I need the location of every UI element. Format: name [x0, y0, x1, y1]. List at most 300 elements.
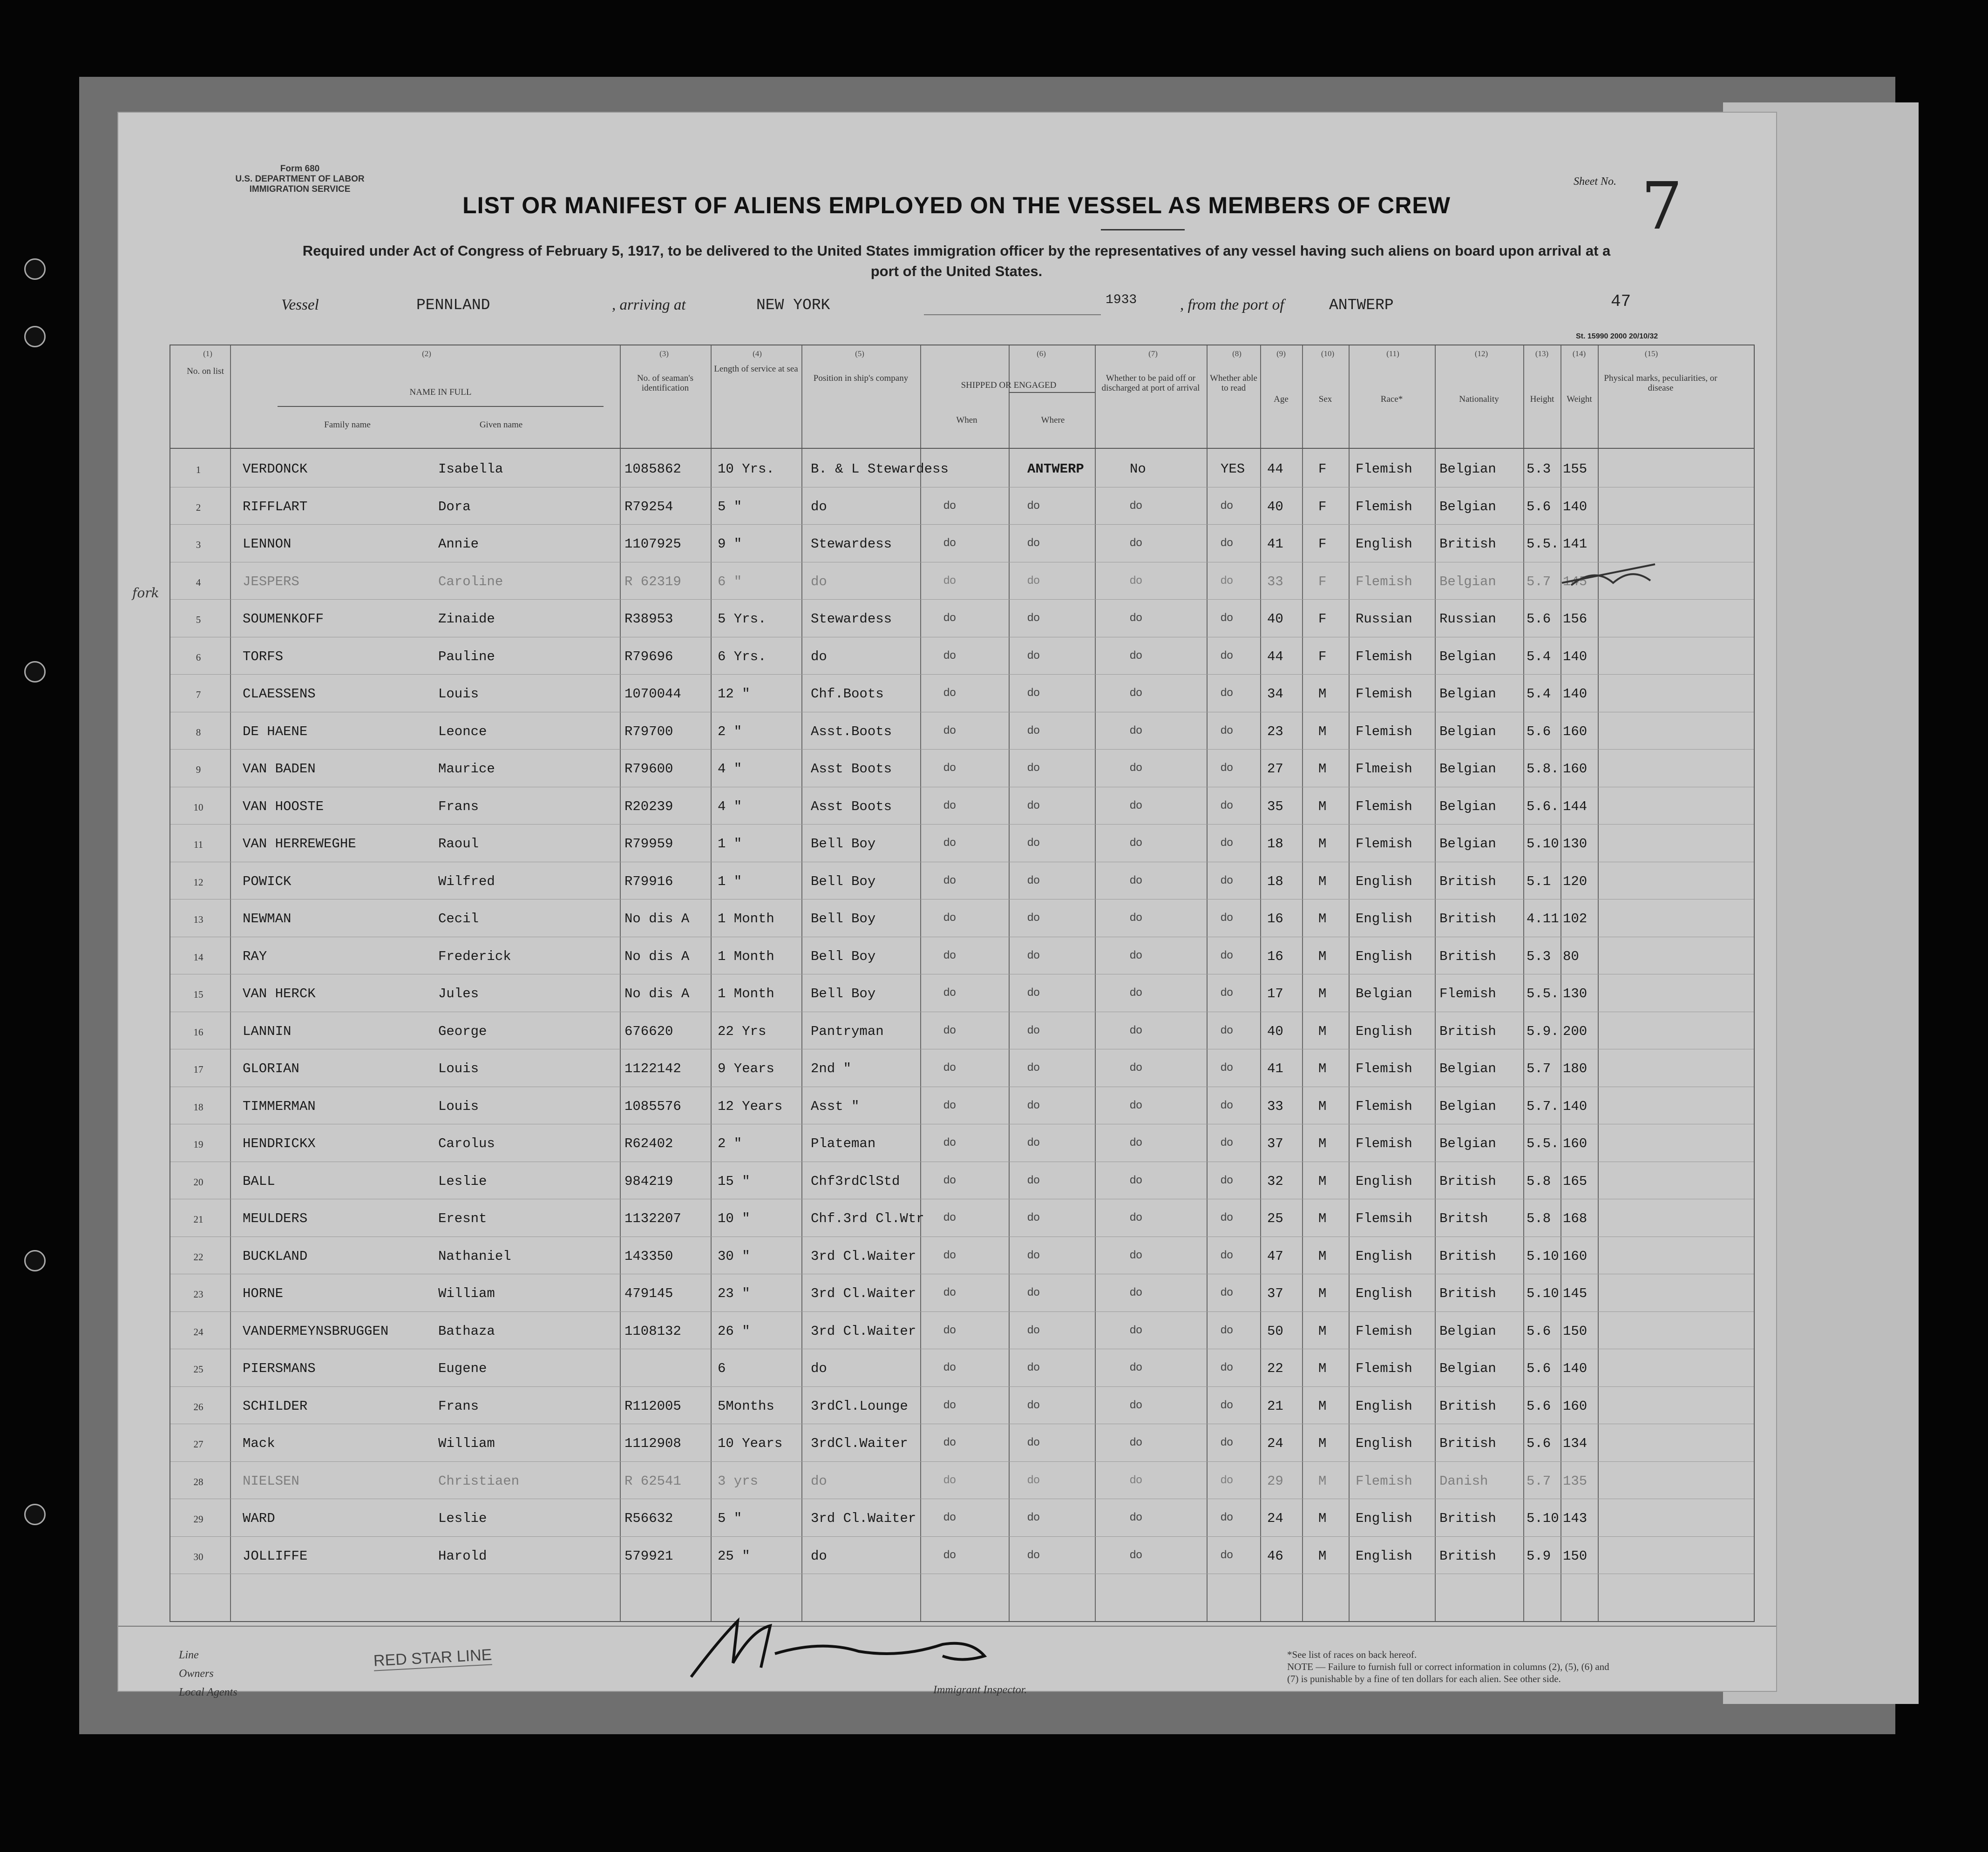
row-number: 8 [196, 726, 201, 738]
cell-nationality: British [1439, 1398, 1496, 1414]
cell-read: do [1221, 1023, 1233, 1036]
cell-nationality: British [1439, 1511, 1496, 1526]
cell-read: do [1221, 1098, 1233, 1111]
cell-service: 1 Month [718, 948, 774, 964]
cell-read: do [1221, 1548, 1233, 1561]
cell-when: do [943, 1286, 956, 1298]
row-number: 20 [193, 1176, 204, 1188]
column-divider [620, 345, 621, 1621]
cell-height: 5.9. [1527, 1023, 1559, 1039]
cell-age: 41 [1267, 1061, 1283, 1076]
cell-age: 16 [1267, 911, 1283, 926]
cell-weight: 135 [1563, 1473, 1588, 1489]
cell-read: YES [1221, 461, 1245, 477]
cell-position: Chf.3rd Cl.Wtr [811, 1211, 924, 1226]
header-where: Where [1041, 415, 1065, 425]
cell-where: do [1027, 1511, 1040, 1523]
cell-service: 1 Month [718, 911, 774, 926]
cell-position: Bell Boy [811, 873, 876, 889]
cell-sex: M [1318, 1436, 1327, 1451]
cell-sex: M [1318, 723, 1327, 739]
cell-nationality: Belgian [1439, 1323, 1496, 1339]
cell-family: JOLLIFFE [243, 1548, 308, 1564]
cell-position: 2nd " [811, 1061, 852, 1076]
cell-id: 676620 [624, 1023, 673, 1039]
col-number: (3) [659, 349, 669, 358]
cell-given: Leslie [438, 1511, 487, 1526]
cell-height: 5.10 [1527, 1248, 1559, 1264]
cell-sex: F [1318, 574, 1327, 589]
cell-position: Bell Boy [811, 836, 876, 852]
cell-family: VAN BADEN [243, 761, 316, 777]
cell-sex: F [1318, 536, 1327, 552]
red-star-line-stamp: RED STAR LINE [373, 1646, 492, 1671]
cell-paid: do [1130, 1323, 1142, 1336]
cell-where: do [1027, 798, 1040, 811]
col-number: (11) [1386, 349, 1399, 358]
binder-hole [24, 1504, 46, 1525]
cell-given: Dora [438, 499, 471, 514]
cell-where: ANTWERP [1027, 461, 1084, 477]
cell-age: 22 [1267, 1361, 1283, 1376]
cell-height: 5.7 [1527, 574, 1551, 589]
row-number: 16 [193, 1026, 204, 1038]
line-label: Line [179, 1649, 199, 1661]
row-number: 28 [193, 1476, 204, 1487]
cell-age: 40 [1267, 1023, 1283, 1039]
cell-race: Flmeish [1356, 761, 1412, 777]
cell-service: 12 " [718, 686, 750, 702]
cell-where: do [1027, 499, 1040, 512]
cell-given: Christiaen [438, 1473, 520, 1489]
cell-age: 33 [1267, 1098, 1283, 1114]
cell-weight: 156 [1563, 611, 1588, 627]
cell-position: Stewardess [811, 536, 892, 552]
cell-where: do [1027, 836, 1040, 849]
col-number: (15) [1644, 349, 1658, 358]
row-number: 19 [193, 1139, 204, 1150]
cell-height: 5.6 [1527, 499, 1551, 514]
cell-nationality: British [1439, 1548, 1496, 1564]
cell-age: 27 [1267, 761, 1283, 777]
col-number: (5) [855, 349, 864, 358]
row-rule [170, 749, 1754, 750]
cell-family: POWICK [243, 873, 292, 889]
cell-race: Flemish [1356, 1061, 1412, 1076]
cell-paid: No [1130, 461, 1146, 477]
cell-id: 1070044 [624, 686, 681, 702]
subtitle-line-1: Required under Act of Congress of February 5, 1917, to be delivered to the United States immigration officer by the representatives of any vessel having such aliens on board upon arrival at a [302, 243, 1611, 259]
column-divider [801, 345, 802, 1621]
row-number: 17 [193, 1064, 204, 1075]
cell-where: do [1027, 1248, 1040, 1261]
cell-read: do [1221, 1136, 1233, 1149]
row-number: 6 [196, 651, 201, 663]
cell-nationality: Belgian [1439, 798, 1496, 814]
row-number: 18 [193, 1101, 204, 1113]
cell-service: 10 Years [718, 1436, 783, 1451]
cell-family: VAN HOOSTE [243, 798, 324, 814]
cell-id: 1085862 [624, 461, 681, 477]
cell-id: R79254 [624, 499, 673, 514]
cell-family: GLORIAN [243, 1061, 299, 1076]
cell-given: Wilfred [438, 873, 495, 889]
cell-given: Raoul [438, 836, 479, 852]
row-number: 23 [193, 1289, 204, 1300]
cell-when: do [943, 1136, 956, 1149]
cell-sex: M [1318, 1473, 1327, 1489]
cell-race: Flemish [1356, 649, 1412, 664]
cell-age: 47 [1267, 1248, 1283, 1264]
cell-position: 3rd Cl.Waiter [811, 1323, 916, 1339]
cell-weight: 140 [1563, 649, 1588, 664]
cell-paid: do [1130, 836, 1142, 849]
cell-id: R20239 [624, 798, 673, 814]
cell-race: Flemsih [1356, 1211, 1412, 1226]
cell-race: English [1356, 1173, 1412, 1189]
cell-height: 5.4 [1527, 686, 1551, 702]
cell-age: 18 [1267, 836, 1283, 852]
cell-race: English [1356, 1398, 1412, 1414]
header-sex: Sex [1318, 394, 1332, 404]
cell-read: do [1221, 611, 1233, 624]
penalty-note: NOTE — Failure to furnish full or correct information in columns (2), (5), (6) and (7) is punishable by a fine of ten dollars for each alien. See other side. [1287, 1661, 1609, 1684]
cell-service: 1 " [718, 873, 742, 889]
cell-service: 4 " [718, 761, 742, 777]
cell-paid: do [1130, 1136, 1142, 1149]
cell-id: No dis A [624, 986, 690, 1001]
cell-service: 5 Yrs. [718, 611, 767, 627]
cell-paid: do [1130, 686, 1142, 699]
row-number: 1 [196, 464, 201, 475]
cell-id: 1085576 [624, 1098, 681, 1114]
cell-when: do [943, 911, 956, 924]
row-number: 13 [193, 914, 204, 925]
cell-height: 5.8. [1527, 761, 1559, 777]
cell-where: do [1027, 948, 1040, 961]
cell-height: 5.6 [1527, 1436, 1551, 1451]
binder-hole [24, 1250, 46, 1271]
cell-service: 9 " [718, 536, 742, 552]
cell-service: 5 " [718, 499, 742, 514]
cell-weight: 80 [1563, 948, 1579, 964]
column-divider [1598, 345, 1599, 1621]
col-number: (8) [1232, 349, 1242, 358]
cell-position: Chf3rdClStd [811, 1173, 900, 1189]
cell-paid: do [1130, 723, 1142, 737]
cell-race: Flemish [1356, 499, 1412, 514]
row-number: 5 [196, 614, 201, 625]
cell-service: 23 " [718, 1286, 750, 1301]
cell-given: Harold [438, 1548, 487, 1564]
cell-weight: 150 [1563, 1548, 1588, 1564]
cell-age: 37 [1267, 1286, 1283, 1301]
cell-sex: M [1318, 1398, 1327, 1414]
cell-when: do [943, 1361, 956, 1373]
row-number: 29 [193, 1514, 204, 1525]
vessel-value: PENNLAND [416, 297, 490, 314]
cell-nationality: British [1439, 911, 1496, 926]
header-family-name: Family name [324, 420, 371, 430]
cell-race: English [1356, 873, 1412, 889]
cell-position: Asst " [811, 1098, 860, 1114]
cell-when: do [943, 574, 956, 587]
binder-hole [24, 326, 46, 347]
header-seaman-id: No. of seaman's identification [637, 373, 694, 393]
cell-when: do [943, 986, 956, 999]
cell-read: do [1221, 649, 1233, 662]
subtitle-line-2: port of the United States. [870, 263, 1043, 279]
cell-height: 5.3 [1527, 461, 1551, 477]
cell-age: 17 [1267, 986, 1283, 1001]
cell-weight: 134 [1563, 1436, 1588, 1451]
cell-position: 3rd Cl.Waiter [811, 1286, 916, 1301]
cell-race: English [1356, 1023, 1412, 1039]
column-divider [1095, 345, 1096, 1621]
cell-given: Louis [438, 1061, 479, 1076]
column-divider [1207, 345, 1208, 1621]
cell-family: BUCKLAND [243, 1248, 308, 1264]
cell-read: do [1221, 836, 1233, 849]
header-name-in-full: NAME IN FULL [409, 387, 472, 397]
cell-read: do [1221, 1248, 1233, 1261]
cell-weight: 160 [1563, 1136, 1588, 1151]
cell-family: NIELSEN [243, 1473, 299, 1489]
cell-paid: do [1130, 1286, 1142, 1298]
cell-paid: do [1130, 1398, 1142, 1411]
row-number: 2 [196, 501, 201, 513]
col-number: (2) [422, 349, 431, 358]
header-weight: Weight [1567, 394, 1592, 404]
cell-where: do [1027, 611, 1040, 624]
cell-race: English [1356, 1548, 1412, 1564]
cell-service: 26 " [718, 1323, 750, 1339]
cell-height: 5.5. [1527, 1136, 1559, 1151]
cell-id: R 62319 [624, 574, 681, 589]
cell-height: 5.6 [1527, 611, 1551, 627]
cell-nationality: Flemish [1439, 986, 1496, 1001]
header-physical: Physical marks, peculiarities, or disease [1604, 373, 1717, 393]
row-rule [170, 1386, 1754, 1387]
cell-age: 46 [1267, 1548, 1283, 1564]
cell-sex: M [1318, 911, 1327, 926]
cell-weight: 140 [1563, 499, 1588, 514]
cell-family: VERDONCK [243, 461, 308, 477]
cell-id: 1112908 [624, 1436, 681, 1451]
cell-read: do [1221, 761, 1233, 774]
cell-position: B. & L Stewardess [811, 461, 949, 477]
cell-service: 5Months [718, 1398, 774, 1414]
cell-race: English [1356, 911, 1412, 926]
cell-service: 12 Years [718, 1098, 783, 1114]
cell-id: R79600 [624, 761, 673, 777]
cell-nationality: British [1439, 1436, 1496, 1451]
cell-given: Frederick [438, 948, 511, 964]
cell-sex: M [1318, 948, 1327, 964]
cell-id: R79916 [624, 873, 673, 889]
owners-label: Owners [179, 1668, 214, 1680]
cell-position: Stewardess [811, 611, 892, 627]
header-height: Height [1530, 394, 1554, 404]
cell-position: do [811, 574, 827, 589]
cell-sex: M [1318, 1548, 1327, 1564]
col-number: (14) [1572, 349, 1586, 358]
cell-sex: F [1318, 649, 1327, 664]
cell-sex: F [1318, 461, 1327, 477]
row-rule [170, 674, 1754, 675]
row-rule [170, 524, 1754, 525]
cell-read: do [1221, 1173, 1233, 1186]
cell-nationality: Belgian [1439, 1361, 1496, 1376]
cell-height: 5.7 [1527, 1061, 1551, 1076]
cell-sex: M [1318, 1361, 1327, 1376]
cell-weight: 145 [1563, 1286, 1588, 1301]
cell-position: do [811, 1548, 827, 1564]
cell-paid: do [1130, 1473, 1142, 1486]
cell-family: RIFFLART [243, 499, 308, 514]
cell-nationality: British [1439, 1023, 1496, 1039]
cell-sex: M [1318, 1136, 1327, 1151]
cell-family: VANDERMEYNSBRUGGEN [243, 1323, 389, 1339]
cell-nationality: Belgian [1439, 1061, 1496, 1076]
row-number: 14 [193, 951, 204, 963]
cell-race: English [1356, 948, 1412, 964]
cell-family: NEWMAN [243, 911, 292, 926]
cell-family: JESPERS [243, 574, 299, 589]
row-number: 27 [193, 1439, 204, 1450]
cell-position: do [811, 1361, 827, 1376]
cell-nationality: Belgian [1439, 836, 1496, 852]
row-number: 10 [193, 801, 204, 813]
cell-height: 5.1 [1527, 873, 1551, 889]
page-title: LIST OR MANIFEST OF ALIENS EMPLOYED ON THE VESSEL AS MEMBERS OF CREW [462, 192, 1451, 218]
inspector-label: Immigrant Inspector. [933, 1684, 1027, 1696]
cell-position: Bell Boy [811, 986, 876, 1001]
cell-id: R56632 [624, 1511, 673, 1526]
cell-position: do [811, 499, 827, 514]
cell-given: Cecil [438, 911, 479, 926]
cell-sex: M [1318, 1286, 1327, 1301]
form-header-info [183, 164, 416, 195]
cell-paid: do [1130, 1548, 1142, 1561]
cell-weight: 200 [1563, 1023, 1588, 1039]
row-rule [170, 1536, 1754, 1537]
cell-id: R79700 [624, 723, 673, 739]
scribble-mark [1557, 557, 1669, 595]
cell-given: Nathaniel [438, 1248, 511, 1264]
cell-id: R38953 [624, 611, 673, 627]
cell-given: Zinaide [438, 611, 495, 627]
cell-family: LANNIN [243, 1023, 292, 1039]
row-rule [170, 1311, 1754, 1312]
cell-service: 10 Yrs. [718, 461, 774, 477]
cell-weight: 145 [1563, 574, 1588, 589]
shipped-subrule [1009, 392, 1095, 393]
binder-hole [24, 661, 46, 683]
cell-service: 5 " [718, 1511, 742, 1526]
cell-read: do [1221, 1211, 1233, 1223]
cell-sex: M [1318, 1248, 1327, 1264]
cell-weight: 140 [1563, 1098, 1588, 1114]
cell-race: Belgian [1356, 986, 1412, 1001]
row-number: 30 [193, 1551, 204, 1562]
print-code: St. 15990 2000 20/10/32 [1576, 332, 1658, 340]
cell-service: 9 Years [718, 1061, 774, 1076]
cell-position: Asst Boots [811, 761, 892, 777]
voyage-line [174, 292, 1748, 324]
cell-where: do [1027, 1286, 1040, 1298]
cell-id: No dis A [624, 948, 690, 964]
cell-height: 5.6. [1527, 798, 1559, 814]
cell-given: Carolus [438, 1136, 495, 1151]
row-number: 9 [196, 764, 201, 775]
cell-service: 6 [718, 1361, 726, 1376]
cell-where: do [1027, 723, 1040, 737]
cell-nationality: British [1439, 873, 1496, 889]
cell-paid: do [1130, 649, 1142, 662]
cell-family: DE HAENE [243, 723, 308, 739]
cell-where: do [1027, 1173, 1040, 1186]
row-number: 24 [193, 1326, 204, 1338]
cell-height: 5.6 [1527, 1323, 1551, 1339]
cell-when: do [943, 1436, 956, 1448]
cell-weight: 102 [1563, 911, 1588, 926]
cell-when: do [943, 1098, 956, 1111]
cell-where: do [1027, 1061, 1040, 1074]
cell-read: do [1221, 1398, 1233, 1411]
cell-weight: 160 [1563, 723, 1588, 739]
cell-age: 21 [1267, 1398, 1283, 1414]
cell-read: do [1221, 574, 1233, 587]
cell-service: 4 " [718, 798, 742, 814]
col-number: (9) [1276, 349, 1286, 358]
sheet-number: 7 [1641, 169, 1683, 244]
cell-paid: do [1130, 911, 1142, 924]
cell-given: Pauline [438, 649, 495, 664]
cell-when: do [943, 1061, 956, 1074]
cell-race: Flemish [1356, 1136, 1412, 1151]
cell-when: do [943, 1248, 956, 1261]
row-number: 3 [196, 539, 201, 550]
cell-height: 5.8 [1527, 1173, 1551, 1189]
column-divider [920, 345, 921, 1621]
cell-family: LENNON [243, 536, 292, 552]
cell-id: 1107925 [624, 536, 681, 552]
cell-when: do [943, 1548, 956, 1561]
cell-when: do [943, 1398, 956, 1411]
column-divider [1260, 345, 1261, 1621]
cell-race: Flemish [1356, 461, 1412, 477]
cell-position: Pantryman [811, 1023, 884, 1039]
cell-family: TORFS [243, 649, 284, 664]
cell-sex: M [1318, 836, 1327, 852]
cell-nationality: Belgian [1439, 1136, 1496, 1151]
cell-family: HENDRICKX [243, 1136, 316, 1151]
cell-age: 32 [1267, 1173, 1283, 1189]
cell-position: Bell Boy [811, 948, 876, 964]
cell-paid: do [1130, 574, 1142, 587]
margin-note: fork [132, 585, 159, 601]
cell-given: Louis [438, 1098, 479, 1114]
cell-paid: do [1130, 1061, 1142, 1074]
cell-age: 23 [1267, 723, 1283, 739]
form-number: Form 680 [280, 164, 320, 174]
cell-id: R79959 [624, 836, 673, 852]
cell-where: do [1027, 1473, 1040, 1486]
cell-service: 6 Yrs. [718, 649, 767, 664]
cell-service: 2 " [718, 723, 742, 739]
cell-race: Flemish [1356, 723, 1412, 739]
